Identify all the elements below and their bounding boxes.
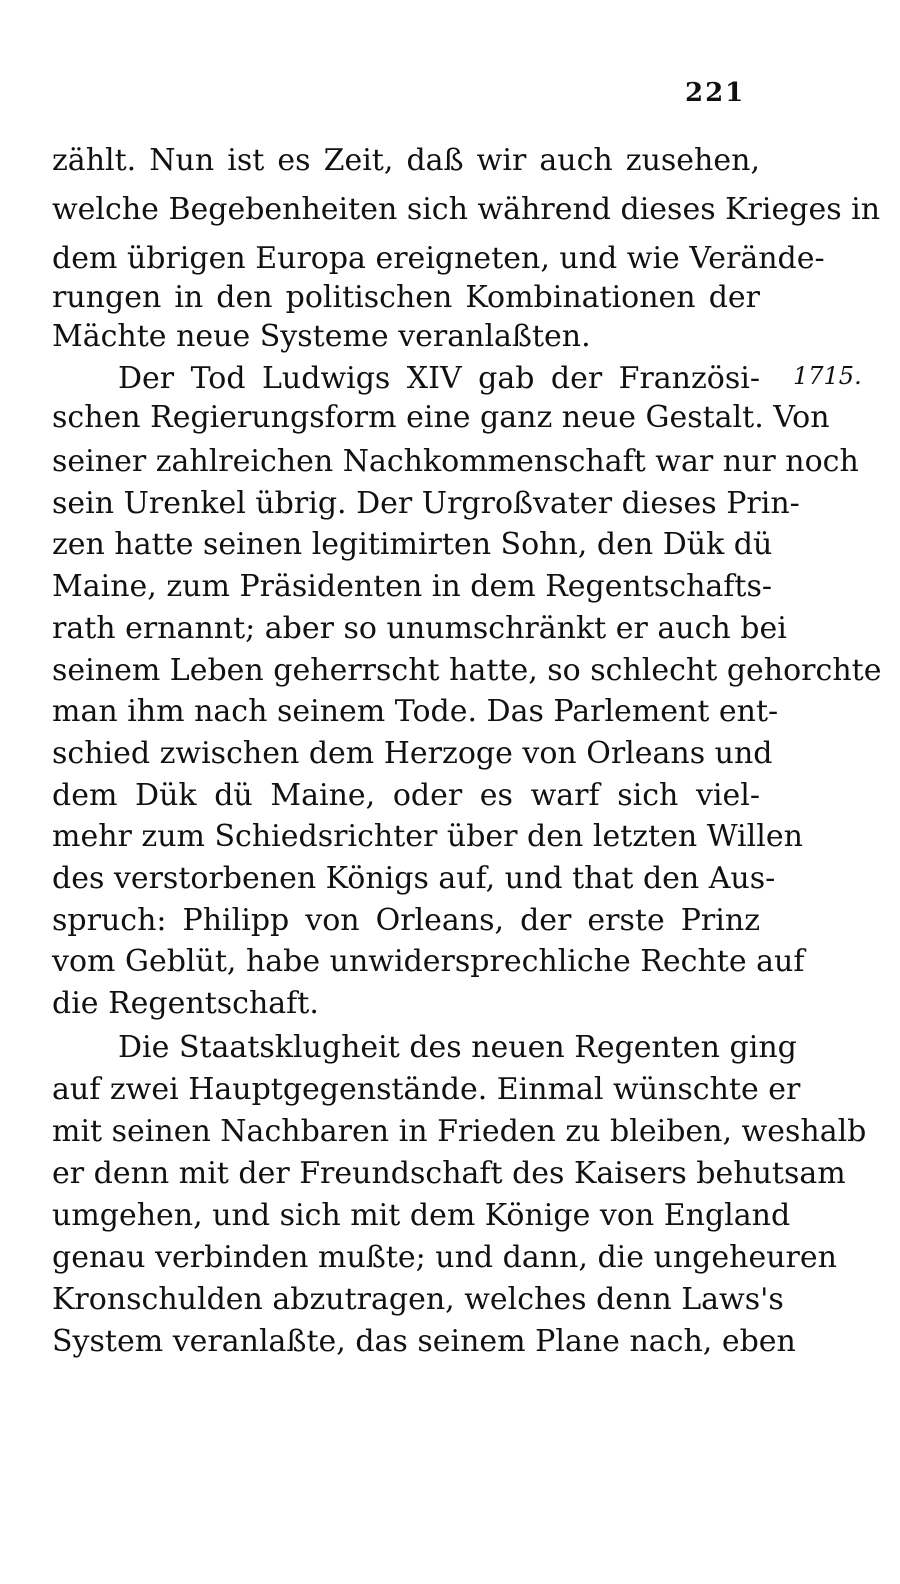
text-line: Kronschulden abzutragen, welches denn Laws's — [52, 1282, 784, 1317]
text-line: seinem Leben geherrscht hatte, so schlecht gehorchte — [52, 653, 882, 688]
text-line: Der Tod Ludwigs XIV gab der Französi- — [118, 361, 760, 396]
text-line: mit seinen Nachbaren in Frieden zu bleiben, weshalb — [52, 1114, 867, 1149]
text-line: dem übrigen Europa ereigneten, und wie Verände- — [52, 241, 825, 276]
text-line: man ihm nach seinem Tode. Das Parlement ent- — [52, 694, 779, 729]
text-line: er denn mit der Freundschaft des Kaisers behutsam — [52, 1156, 846, 1191]
text-line: vom Geblüt, habe unwidersprechliche Rechte auf — [52, 944, 805, 979]
text-line: dem Dük dü Maine, oder es warf sich viel- — [52, 778, 760, 813]
text-line: Mächte neue Systeme veranlaßten. — [52, 319, 591, 354]
text-line: System veranlaßte, das seinem Plane nach, eben — [52, 1324, 796, 1359]
text-line: zen hatte seinen legitimirten Sohn, den Dük dü — [52, 527, 773, 562]
margin-note-year: 1715. — [793, 362, 862, 390]
text-line: sein Urenkel übrig. Der Urgroßvater dieses Prin- — [52, 486, 800, 521]
text-line: seiner zahlreichen Nachkommenschaft war nur noch — [52, 444, 859, 479]
text-line: rath ernannt; aber so unumschränkt er auch bei — [52, 611, 787, 646]
text-line: rungen in den politischen Kombinationen der — [52, 280, 760, 315]
text-line: Maine, zum Präsidenten in dem Regentschafts- — [52, 569, 772, 604]
text-line: des verstorbenen Königs auf, und that den Aus- — [52, 861, 776, 896]
text-line: schen Regierungsform eine ganz neue Gestalt. Von — [52, 400, 830, 435]
text-line: umgehen, und sich mit dem Könige von England — [52, 1198, 791, 1233]
text-line: auf zwei Hauptgegenstände. Einmal wünschte er — [52, 1072, 801, 1107]
page-number: 221 — [685, 78, 746, 108]
text-line: mehr zum Schiedsrichter über den letzten Willen — [52, 819, 803, 854]
text-line: zählt. Nun ist es Zeit, daß wir auch zusehen, — [52, 143, 760, 178]
text-line: die Regentschaft. — [52, 986, 319, 1021]
text-line: schied zwischen dem Herzoge von Orleans und — [52, 736, 773, 771]
text-line: welche Begebenheiten sich während dieses Krieges in — [52, 192, 881, 227]
text-line: genau verbinden mußte; und dann, die ungeheuren — [52, 1240, 837, 1275]
text-line: spruch: Philipp von Orleans, der erste Prinz — [52, 903, 760, 938]
text-line: Die Staatsklugheit des neuen Regenten ging — [118, 1030, 797, 1065]
